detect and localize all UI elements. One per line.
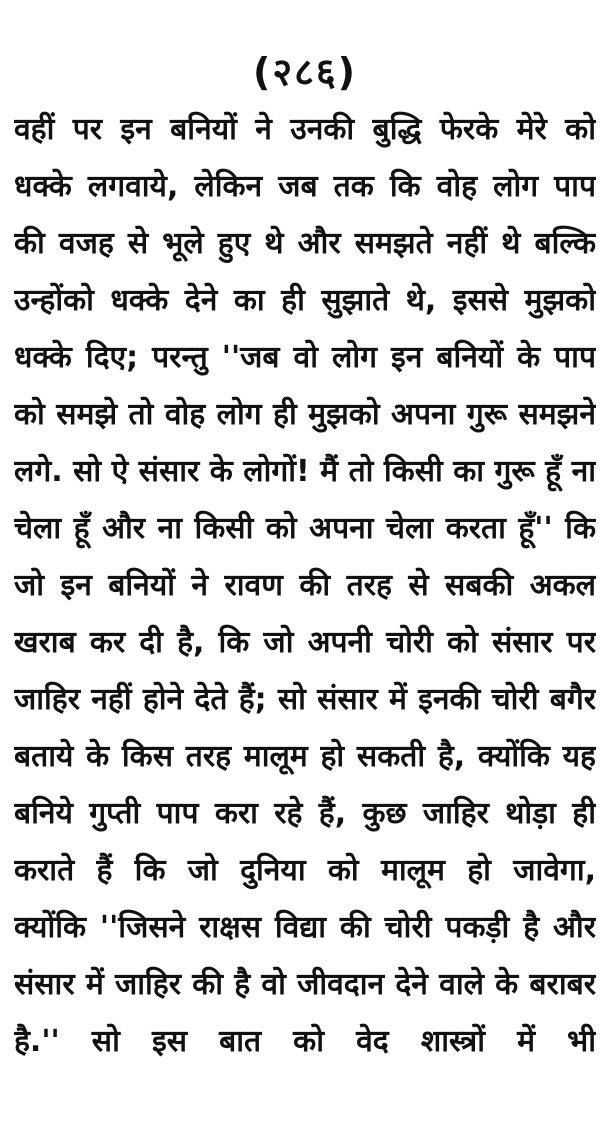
text-line: को समझे तो वोह लोग ही मुझको अपना गुरू समझने — [14, 397, 596, 432]
text-line: चेला हूँ और ना किसी को अपना चेला करता हूँ'' कि — [14, 511, 596, 546]
text-line: वहीं पर इन बनियों ने उनकी बुद्धि फेरके मेरे को — [14, 112, 596, 147]
text-line: बनिये गुप्ती पाप करा रहे हैं, कुछ जाहिर थोड़ा ही — [14, 796, 596, 831]
text-line: है.'' सो इस बात को वेद शास्त्रों में भी — [14, 1024, 596, 1059]
page-number: (२८६) — [252, 50, 357, 94]
text-line: धक्के दिए; परन्तु ''जब वो लोग इन बनियों के पाप — [14, 340, 596, 375]
text-line: लगे. सो ऐ संसार के लोगों! मैं तो किसी का गुरू हूँ ना — [14, 454, 596, 489]
text-line: बताये के किस तरह मालूम हो सकती है, क्योंकि यह — [14, 739, 596, 774]
body-text — [14, 101, 596, 1070]
text-line: उन्होंको धक्के देने का ही सुझाते थे, इससे मुझको — [14, 283, 596, 318]
text-line: कराते हैं कि जो दुनिया को मालूम हो जावेगा, — [14, 853, 596, 888]
text-line: क्योंकि ''जिसने राक्षस विद्या की चोरी पकड़ी है और — [14, 910, 596, 945]
text-line: जो इन बनियों ने रावण की तरह से सबकी अकल — [14, 568, 596, 603]
text-line: धक्के लगवाये, लेकिन जब तक कि वोह लोग पाप — [14, 169, 596, 204]
text-line: खराब कर दी है, कि जो अपनी चोरी को संसार पर — [14, 625, 596, 660]
text-line: की वजह से भूले हुए थे और समझते नहीं थे बल्कि — [14, 226, 596, 261]
text-line: संसार में जाहिर की है वो जीवदान देने वाले के बराबर — [14, 967, 596, 1002]
text-line: जाहिर नहीं होने देते हैं; सो संसार में इनकी चोरी बगैर — [14, 682, 596, 717]
